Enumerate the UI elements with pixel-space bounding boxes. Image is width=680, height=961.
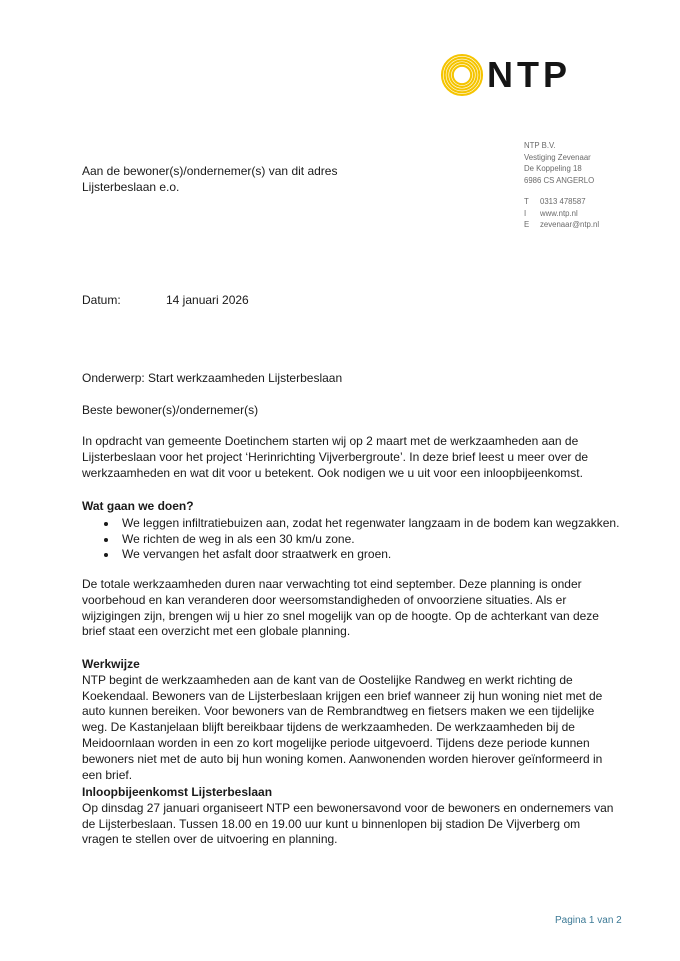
letter-subject: Onderwerp: Start werkzaamheden Lijsterbeslaan (82, 371, 343, 385)
contact-phone: T 0313 478587 (524, 197, 586, 206)
date-value: 14 januari 2026 (166, 293, 249, 307)
section-meeting-text: Op dinsdag 27 januari organiseert NTP een bewonersavond voor de bewoners en ondernemers van de Lijsterbeslaan. Tussen 18.00 en 19.00 uur kunt u binnenlopen bij stadion De Vijverberg om vragen te stellen over de uitvoering en planning. (82, 800, 614, 847)
sender-address (524, 140, 594, 186)
section-method (82, 657, 620, 783)
list-item: We vervangen het asfalt door straatwerk en groen. (82, 547, 622, 563)
section-meeting (82, 785, 617, 848)
intro-paragraph: In opdracht van gemeente Doetinchem starten wij op 2 maart met de werkzaamheden aan de Lijsterbeslaan voor het project ‘Herinrichting Vijverbergroute’. In deze brief leest u meer over de werkzaamheden en wat dit voor u betekent. Ook nodigen we u uit voor een inloopbijeenkomst. (82, 434, 589, 480)
section-method-heading: Werkwijze (82, 657, 140, 671)
recipient-line2: Lijsterbeslaan e.o. (82, 180, 180, 195)
sender-company: NTP B.V. (524, 141, 556, 150)
sender-branch: Vestiging Zevenaar (524, 152, 591, 162)
letter-date (82, 292, 249, 308)
list-item: We richten de weg in als een 30 km/u zone. (82, 532, 622, 548)
sender-postal: 6986 CS ANGERLO (524, 175, 595, 185)
planning-paragraph: De totale werkzaamheden duren naar verwachting tot eind september. Deze planning is onder voorbehoud en kan veranderen door weersomstandigheden of onvoorziene situaties. Als er wijzigingen zijn, brengen wij u hier zo snel mogelijk van op de hoogte. Op de achterkant van deze brief staat een overzicht met een globale planning. (82, 577, 599, 639)
letter-salutation: Beste bewoner(s)/ondernemer(s) (82, 403, 259, 417)
bullet-list (82, 516, 622, 563)
contact-email[interactable]: E zevenaar@ntp.nl (524, 220, 600, 230)
page-number: Pagina 1 van 2 (555, 915, 622, 926)
date-label: Datum: (82, 293, 121, 307)
sender-street: De Koppeling 18 (524, 164, 582, 174)
logo-text: NTP (487, 54, 571, 95)
ntp-ring-logo-icon (440, 53, 484, 97)
section-what-heading: Wat gaan we doen? (82, 499, 194, 513)
section-method-text: NTP begint de werkzaamheden aan de kant van de Oostelijke Randweg en werkt richting de Koekendaal. Bewoners van de Lijsterbeslaan krijgen een brief wanneer zij hun woning niet met de auto kunnen bereiken. Voor bewoners van de Rembrandtweg en fietsers maken we een tijdelijke weg. De Kastanjelaan blijft bereikbaar tijdens de werkzaamheden. De werkzaamheden bij de Meidoornlaan worden in een zo kort mogelijke periode uitgevoerd. Tijdens deze periode kunnen bewoners niet met de auto bij hun woning komen. Aanwonenden worden hierover geïnformeerd in een brief. (82, 672, 603, 782)
contact-website[interactable]: I www.ntp.nl (524, 208, 578, 218)
recipient-line1: Aan de bewoner(s)/ondernemer(s) van dit adres (82, 164, 338, 178)
section-what (82, 499, 622, 563)
recipient-address (82, 163, 337, 195)
section-meeting-heading: Inloopbijeenkomst Lijsterbeslaan (82, 785, 273, 799)
company-logo (440, 53, 618, 97)
list-item: We leggen infiltratiebuizen aan, zodat het regenwater langzaam in de bodem kan wegzakken. (82, 516, 622, 532)
sender-contact (524, 196, 599, 231)
